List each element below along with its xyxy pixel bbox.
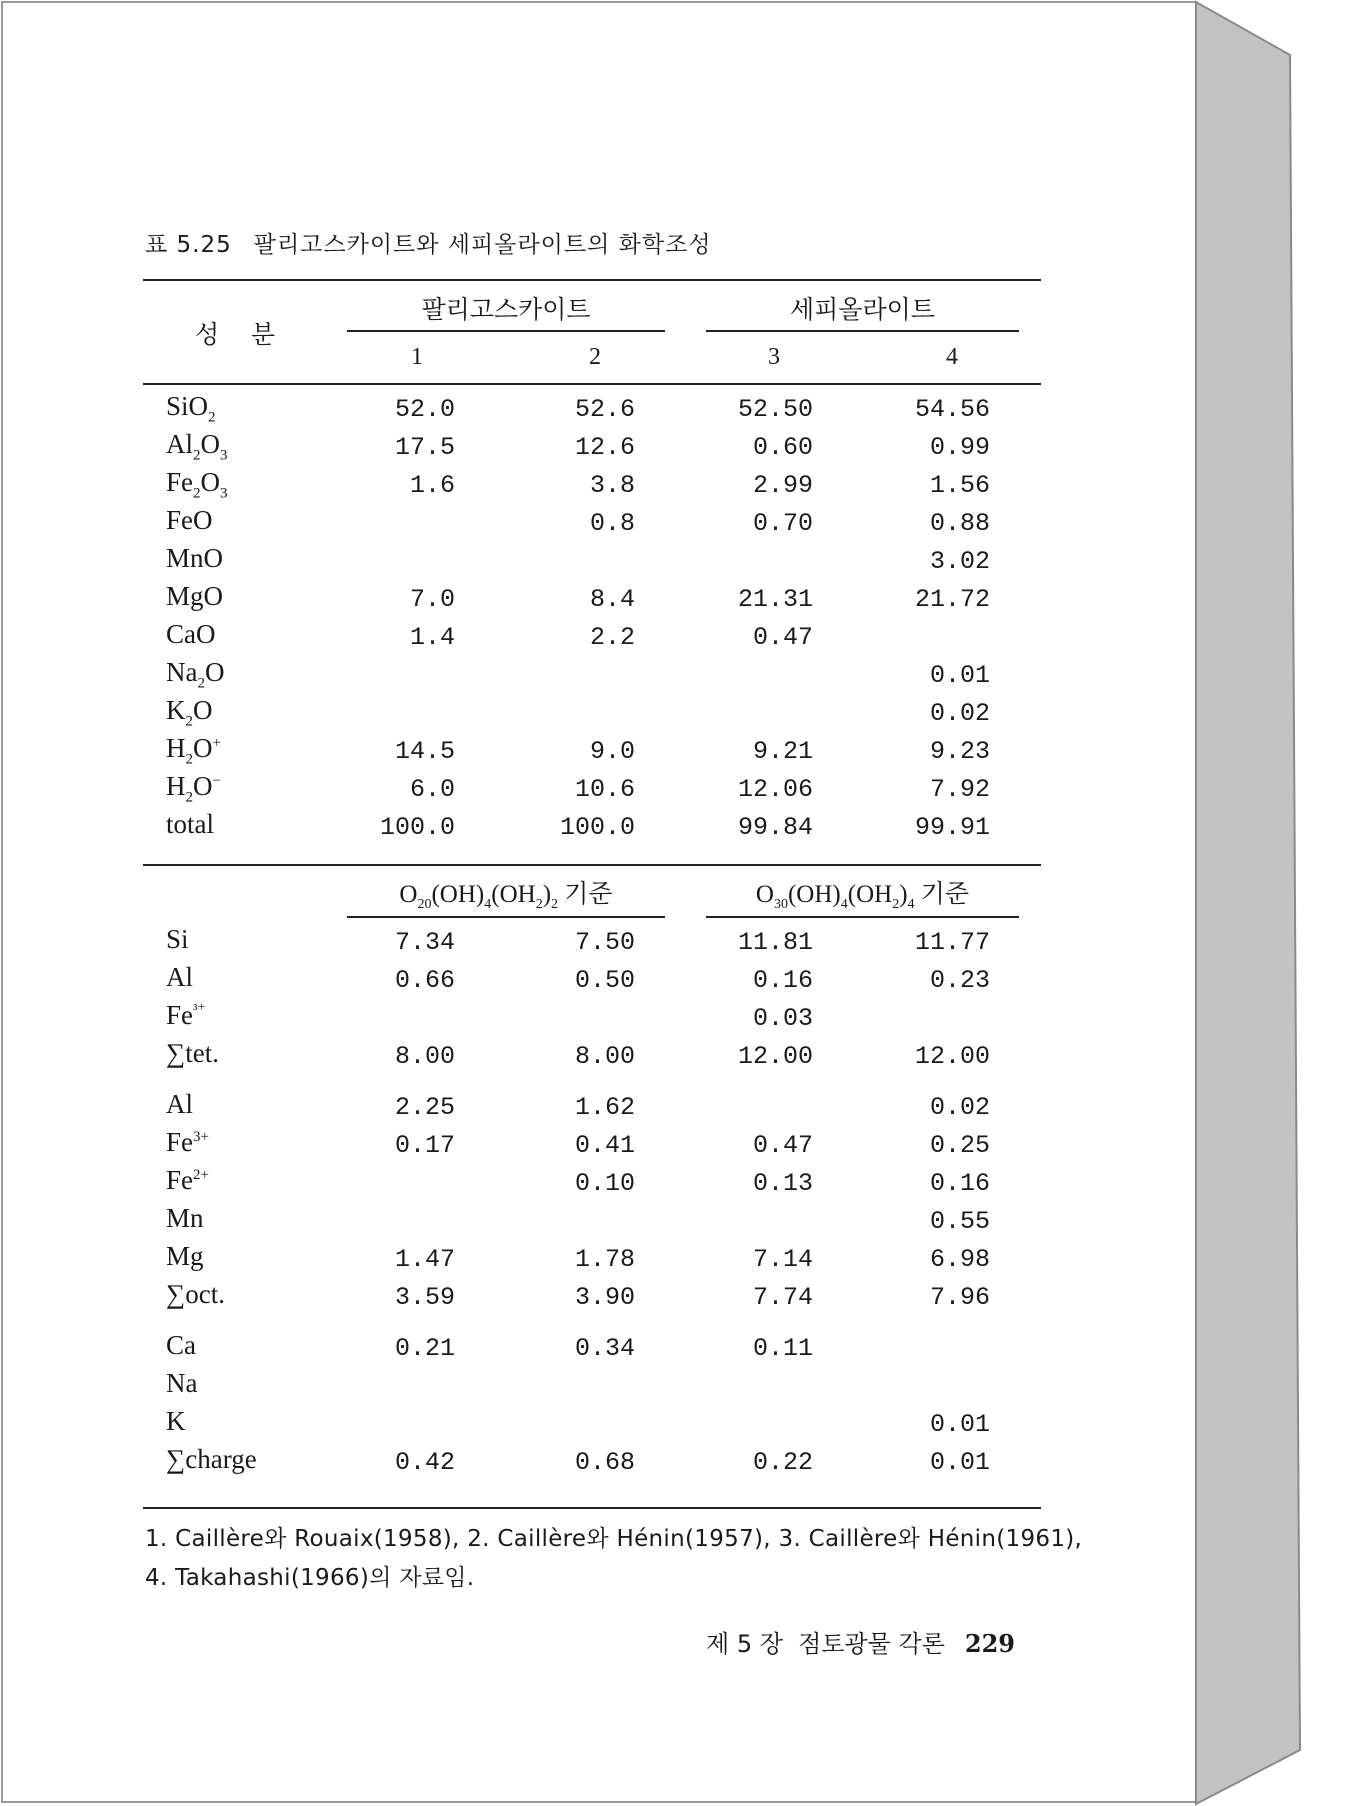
label-part: O (200, 467, 220, 497)
value-cell: 0.41 (574, 1131, 635, 1160)
basis-header-a: $O_{20}(OH)_4(OH_2)_2$ 기준 (399, 879, 613, 912)
label-subscript: 3 (220, 485, 228, 502)
table-row (0, 962, 1100, 1002)
ion-label (166, 1368, 197, 1399)
component-label (166, 581, 223, 612)
value-cell: 12.00 (737, 1042, 813, 1071)
source-note-line2: 4. Takahashi(1966)의 자료임. (145, 1565, 475, 1591)
table-row (0, 1368, 1100, 1408)
table-row (0, 733, 1100, 773)
section-rule (143, 864, 1041, 866)
value-cell: 12.6 (574, 433, 635, 462)
label-subscript: 2 (185, 751, 193, 768)
label-base: MnO (166, 543, 224, 573)
table-row (0, 1203, 1100, 1243)
top-rule (143, 279, 1041, 281)
component-label (166, 695, 213, 730)
value-cell: 2.99 (752, 471, 813, 500)
table-row (0, 1330, 1100, 1370)
label-base: K (166, 1406, 186, 1436)
label-base: MgO (166, 581, 224, 611)
value-cell: 10.6 (574, 775, 635, 804)
table-row (0, 581, 1100, 621)
table-row (0, 505, 1100, 545)
table-row (0, 924, 1100, 964)
value-cell: 9.21 (752, 737, 813, 766)
basis-b-rule (706, 916, 1019, 918)
ion-label (166, 1444, 257, 1475)
value-cell: 3.02 (929, 547, 990, 576)
ion-label (166, 1203, 204, 1234)
label-base: Fe (166, 1000, 193, 1030)
bottom-rule (143, 1507, 1041, 1509)
value-cell: 1.4 (409, 623, 455, 652)
value-cell: 7.50 (574, 928, 635, 957)
value-cell: 0.02 (929, 1093, 990, 1122)
label-base: Al (166, 962, 193, 992)
component-label (166, 657, 224, 692)
label-subscript: 2 (208, 409, 216, 426)
palygorskite-header: 팔리고스카이트 (421, 295, 591, 324)
value-cell: 12.00 (914, 1042, 990, 1071)
component-label (166, 391, 216, 426)
value-cell: 54.56 (914, 395, 990, 424)
table-row (0, 1089, 1100, 1129)
component-label (166, 543, 223, 574)
label-part: O (193, 695, 213, 725)
value-cell: 0.03 (752, 1004, 813, 1033)
label-superscript: − (212, 773, 221, 789)
value-cell: 12.06 (737, 775, 813, 804)
ion-label (166, 1038, 219, 1069)
label-base: Mn (166, 1203, 204, 1233)
component-label (166, 809, 214, 840)
label-base: Al (166, 1089, 193, 1119)
label-subscript: 2 (193, 447, 201, 464)
component-label (166, 619, 216, 650)
label-base: Fe (166, 1127, 193, 1157)
component-label (166, 505, 213, 536)
label-base: ∑charge (166, 1444, 257, 1474)
value-cell: 21.72 (914, 585, 990, 614)
value-cell: 0.99 (929, 433, 990, 462)
label-base: Fe (166, 1165, 193, 1195)
group-b-rule (706, 330, 1019, 332)
label-subscript: 2 (185, 713, 193, 730)
page-footer (706, 1624, 1015, 1659)
value-cell: 99.84 (737, 813, 813, 842)
value-cell: 99.91 (914, 813, 990, 842)
value-cell: 2.25 (394, 1093, 455, 1122)
value-cell: 0.01 (929, 661, 990, 690)
table-row (0, 543, 1100, 583)
value-cell: 11.81 (737, 928, 813, 957)
value-cell: 0.50 (574, 966, 635, 995)
label-part: O (193, 771, 213, 801)
component-label (166, 467, 228, 502)
table-row (0, 1406, 1100, 1446)
value-cell: 52.50 (737, 395, 813, 424)
table-row (0, 771, 1100, 811)
value-cell: 3.90 (574, 1283, 635, 1312)
table-caption (145, 226, 712, 259)
label-base: FeO (166, 505, 213, 535)
ion-label (166, 1241, 204, 1272)
value-cell: 0.70 (752, 509, 813, 538)
value-cell: 0.01 (929, 1410, 990, 1439)
label-base: Mg (166, 1241, 204, 1271)
table-row (0, 1000, 1100, 1040)
value-cell: 9.0 (589, 737, 635, 766)
page-number: 229 (964, 1629, 1015, 1658)
value-cell: 1.78 (574, 1245, 635, 1274)
table-row (0, 1165, 1100, 1205)
table-row (0, 695, 1100, 735)
column-number: 3 (768, 344, 780, 370)
source-note-line1: 1. Caillère와 Rouaix(1958), 2. Caillère와 Hénin(1957), 3. Caillère와 Hénin(1961), (145, 1526, 1083, 1552)
sepiolite-header: 세피올라이트 (790, 295, 935, 324)
value-cell: 7.92 (929, 775, 990, 804)
value-cell: 100.0 (559, 813, 635, 842)
table-row (0, 809, 1100, 849)
basis-a-rule (347, 916, 665, 918)
value-cell: 100.0 (379, 813, 455, 842)
label-superscript: 2+ (193, 1167, 209, 1183)
column-number: 4 (946, 344, 958, 370)
label-part: O (193, 733, 213, 763)
component-label (166, 771, 221, 806)
value-cell: 0.21 (394, 1334, 455, 1363)
label-base: Ca (166, 1330, 196, 1360)
value-cell: 0.68 (574, 1448, 635, 1477)
label-superscript: + (212, 735, 221, 751)
value-cell: 52.0 (394, 395, 455, 424)
value-cell: 0.25 (929, 1131, 990, 1160)
value-cell: 0.11 (752, 1334, 813, 1363)
table-row (0, 1038, 1100, 1078)
label-subscript: 2 (185, 789, 193, 806)
value-cell: 7.74 (752, 1283, 813, 1312)
value-cell: 0.47 (752, 623, 813, 652)
ion-label (166, 1165, 209, 1196)
label-base: Na (166, 657, 198, 687)
ion-label (166, 1127, 209, 1158)
value-cell: 1.47 (394, 1245, 455, 1274)
label-superscript: ³⁺ (193, 1002, 206, 1018)
label-base: H (166, 733, 186, 763)
value-cell: 0.55 (929, 1207, 990, 1236)
table-title: 팔리고스카이트와 세피올라이트의 화학조성 (253, 232, 712, 258)
table-row (0, 467, 1100, 507)
value-cell: 11.77 (914, 928, 990, 957)
value-cell: 0.66 (394, 966, 455, 995)
value-cell: 52.6 (574, 395, 635, 424)
table-row (0, 1279, 1100, 1319)
value-cell: 21.31 (737, 585, 813, 614)
value-cell: 0.42 (394, 1448, 455, 1477)
table-number: 표 5.25 (145, 232, 232, 258)
value-cell: 0.13 (752, 1169, 813, 1198)
value-cell: 8.00 (574, 1042, 635, 1071)
table-row (0, 657, 1100, 697)
label-base: ∑oct. (166, 1279, 225, 1309)
value-cell: 2.2 (589, 623, 635, 652)
value-cell: 1.56 (929, 471, 990, 500)
value-cell: 3.59 (394, 1283, 455, 1312)
label-base: ∑tet. (166, 1038, 219, 1068)
group-a-rule (347, 330, 665, 332)
value-cell: 0.22 (752, 1448, 813, 1477)
ion-label (166, 1330, 196, 1361)
component-label (166, 429, 228, 464)
basis-header-b: $O_{30}(OH)_4(OH_2)_4$ 기준 (755, 879, 970, 912)
value-cell: 0.16 (929, 1169, 990, 1198)
table-row (0, 619, 1100, 659)
component-header: 성 분 (194, 320, 276, 349)
ion-label (166, 1406, 186, 1437)
value-cell: 8.00 (394, 1042, 455, 1071)
value-cell: 6.98 (929, 1245, 990, 1274)
label-base: K (166, 695, 186, 725)
ion-label (166, 1000, 205, 1031)
column-number: 2 (589, 344, 601, 370)
value-cell: 0.23 (929, 966, 990, 995)
ion-label (166, 924, 189, 955)
table-row (0, 1127, 1100, 1167)
label-base: CaO (166, 619, 216, 649)
value-cell: 6.0 (409, 775, 455, 804)
value-cell: 0.02 (929, 699, 990, 728)
value-cell: 17.5 (394, 433, 455, 462)
table-row (0, 1241, 1100, 1281)
value-cell: 0.8 (589, 509, 635, 538)
ion-label (166, 1089, 193, 1120)
label-base: H (166, 771, 186, 801)
column-number: 1 (411, 344, 423, 370)
value-cell: 1.62 (574, 1093, 635, 1122)
value-cell: 0.17 (394, 1131, 455, 1160)
component-label (166, 733, 221, 768)
value-cell: 0.88 (929, 509, 990, 538)
header-bottom-rule (143, 383, 1041, 385)
value-cell: 0.34 (574, 1334, 635, 1363)
value-cell: 0.01 (929, 1448, 990, 1477)
value-cell: 1.6 (409, 471, 455, 500)
label-base: total (166, 809, 214, 839)
label-base: Na (166, 1368, 198, 1398)
label-part: O (204, 657, 225, 687)
value-cell: 7.34 (394, 928, 455, 957)
value-cell: 7.0 (409, 585, 455, 614)
value-cell: 8.4 (589, 585, 635, 614)
label-base: Si (166, 924, 189, 954)
ion-label (166, 1279, 225, 1310)
chapter-title: 제 5 장 점토광물 각론 (706, 1630, 945, 1658)
value-cell: 14.5 (394, 737, 455, 766)
label-base: Fe (166, 467, 193, 497)
table-row (0, 429, 1100, 469)
value-cell: 0.16 (752, 966, 813, 995)
table-row (0, 391, 1100, 431)
value-cell: 7.96 (929, 1283, 990, 1312)
value-cell: 0.47 (752, 1131, 813, 1160)
table-row (0, 1444, 1100, 1484)
value-cell: 9.23 (929, 737, 990, 766)
value-cell: 7.14 (752, 1245, 813, 1274)
label-subscript: 2 (197, 675, 205, 692)
value-cell: 3.8 (589, 471, 635, 500)
label-part: O (200, 429, 220, 459)
value-cell: 0.60 (752, 433, 813, 462)
label-subscript: 3 (220, 447, 228, 464)
label-superscript: 3+ (193, 1129, 209, 1145)
label-base: SiO (166, 391, 209, 421)
label-subscript: 2 (193, 485, 201, 502)
label-base: Al (166, 429, 193, 459)
ion-label (166, 962, 193, 993)
value-cell: 0.10 (574, 1169, 635, 1198)
